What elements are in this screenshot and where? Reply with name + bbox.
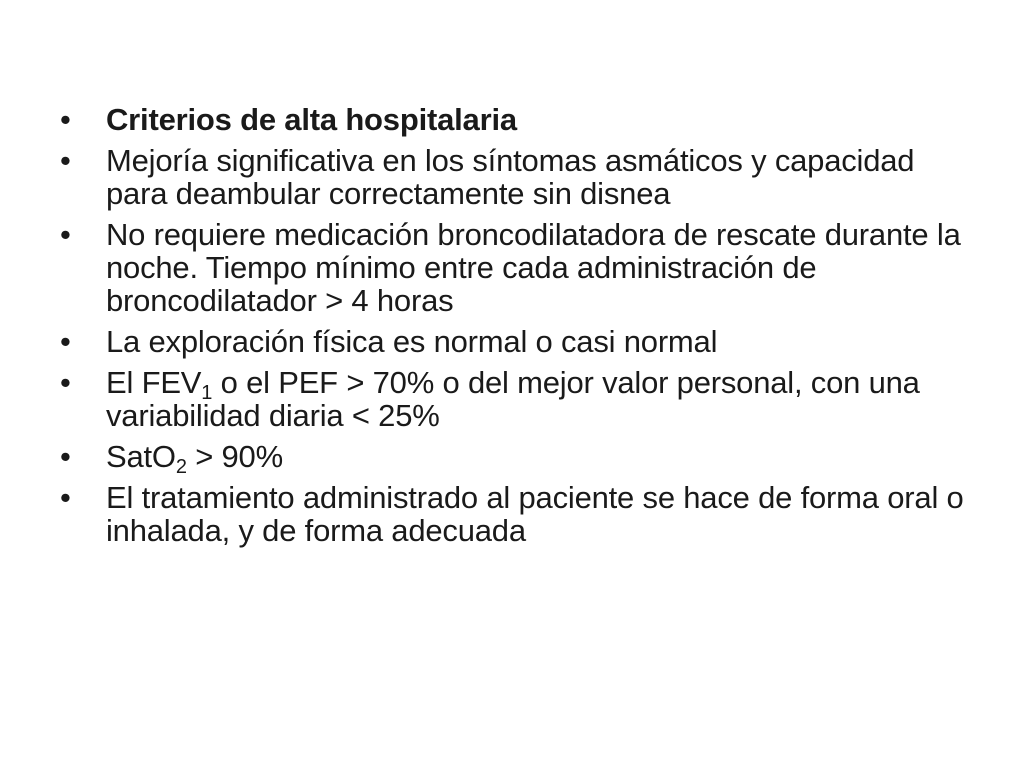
list-item (60, 366, 980, 432)
bullet-icon: • (60, 439, 71, 474)
bullet-icon: • (60, 217, 71, 252)
bullet-icon: • (60, 365, 71, 400)
list-item-text: La exploración física es normal o casi normal (106, 324, 718, 359)
subscript: 1 (201, 382, 213, 404)
text-segment: > 90% (186, 439, 283, 474)
list-item (60, 325, 980, 358)
list-item-text: Criterios de alta hospitalaria (106, 102, 517, 137)
list-item-text: El tratamiento administrado al paciente se hace de forma oral o inhalada, y de forma adecuada (106, 480, 964, 548)
bullet-icon: • (60, 324, 71, 359)
list-item-text: No requiere medicación broncodilatadora de rescate durante la noche. Tiempo mínimo entre cada administración de broncodilatador > 4 horas (106, 217, 961, 318)
text-segment: SatO (106, 439, 176, 474)
list-item (60, 218, 980, 317)
text-segment: o el PEF > 70% o del mejor valor personal, con una variabilidad diaria < 25% (106, 365, 920, 433)
list-item-text (106, 439, 283, 478)
list-item (60, 144, 980, 210)
text-segment: El FEV (106, 365, 202, 400)
list-item (60, 481, 980, 547)
bullet-icon: • (60, 143, 71, 178)
bullet-icon: • (60, 480, 71, 515)
list-item-title (60, 103, 980, 136)
bullet-icon: • (60, 102, 71, 137)
bullet-list (60, 103, 980, 555)
subscript: 2 (175, 456, 187, 478)
list-item (60, 439, 980, 478)
list-item-text: Mejoría significativa en los síntomas asmáticos y capacidad para deambular correctamente sin disnea (106, 143, 915, 211)
list-item-text (106, 365, 920, 433)
